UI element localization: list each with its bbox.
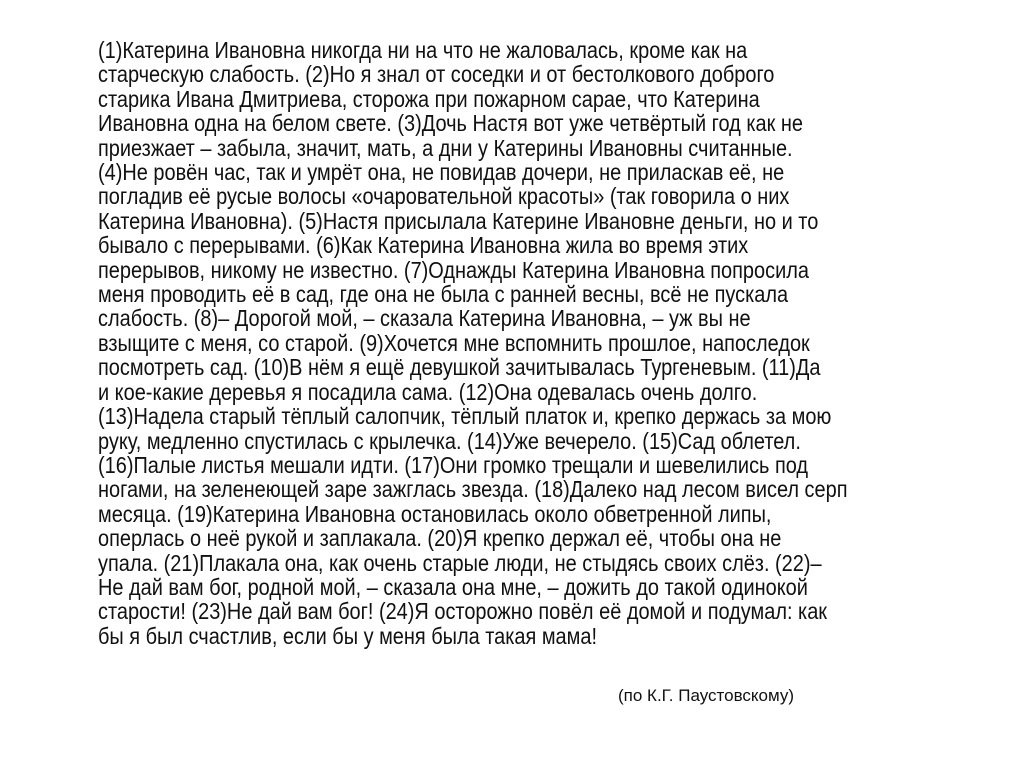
- text-line: месяца. (19)Катерина Ивановна остановилась около обветренной липы,: [98, 500, 772, 527]
- text-line: Катерина Ивановна). (5)Настя присылала Катерине Ивановне деньги, но и то: [98, 207, 819, 234]
- text-line: бывало с перерывами. (6)Как Катерина Ивановна жила во время этих: [98, 232, 749, 259]
- text-line: старика Ивана Дмитриева, сторожа при пожарном сарае, что Катерина: [98, 85, 760, 112]
- text-line: старческую слабость. (2)Но я знал от соседки и от бестолкового доброго: [98, 61, 775, 88]
- text-line: приезжает – забыла, значит, мать, а дни у Катерины Ивановны считанные.: [98, 134, 793, 161]
- text-line: (1)Катерина Ивановна никогда ни на что не жаловалась, кроме как на: [98, 37, 748, 63]
- text-line: (13)Надела старый тёплый салопчик, тёплый платок и, крепко держась за мою: [98, 403, 832, 430]
- text-line: (4)Не ровён час, так и умрёт она, не повидав дочери, не приласкав её, не: [98, 159, 785, 186]
- author-attribution: (по К.Г. Паустовскому): [618, 686, 795, 705]
- text-line: упала. (21)Плакала она, как очень старые люди, не стыдясь своих слёз. (22)–: [98, 549, 822, 576]
- text-line: посмотреть сад. (10)В нём я ещё девушкой зачитывалась Тургеневым. (11)Да: [98, 354, 821, 381]
- text-line: взыщите с меня, со старой. (9)Хочется мне вспомнить прошлое, напоследок: [98, 329, 810, 356]
- text-line: руку, медленно спустилась с крылечка. (14)Уже вечерело. (15)Сад облетел.: [98, 427, 801, 454]
- text-line: слабость. (8)– Дорогой мой, – сказала Катерина Ивановна, – уж вы не: [98, 305, 751, 332]
- text-line: бы я был счастлив, если бы у меня была такая мама!: [98, 622, 598, 649]
- text-line: Не дай вам бог, родной мой, – сказала она мне, – дожить до такой одинокой: [98, 573, 808, 600]
- text-line: ногами, на зеленеющей заре зажглась звезда. (18)Далеко над лесом висел серп: [98, 476, 848, 503]
- text-line: меня проводить её в сад, где она не была с ранней весны, всё не пускала: [98, 281, 789, 308]
- text-line: оперлась о неё рукой и заплакала. (20)Я крепко держал её, чтобы она не: [98, 525, 782, 552]
- text-line: и кое-какие деревья я посадила сама. (12)Она одевалась очень долго.: [98, 378, 758, 405]
- text-line: перерывов, никому не известно. (7)Однажды Катерина Ивановна попросила: [98, 256, 809, 283]
- text-line: (16)Палые листья мешали идти. (17)Они громко трещали и шевелились под: [98, 451, 809, 478]
- text-line: старости! (23)Не дай вам бог! (24)Я осторожно повёл её домой и подумал: как: [98, 598, 828, 625]
- main-text: [98, 38, 978, 648]
- text-line: Ивановна одна на белом свете. (3)Дочь Настя вот уже четвёртый год как не: [98, 110, 803, 137]
- text-line: погладив её русые волосы «очаровательной красоты» (так говорила о них: [98, 183, 790, 210]
